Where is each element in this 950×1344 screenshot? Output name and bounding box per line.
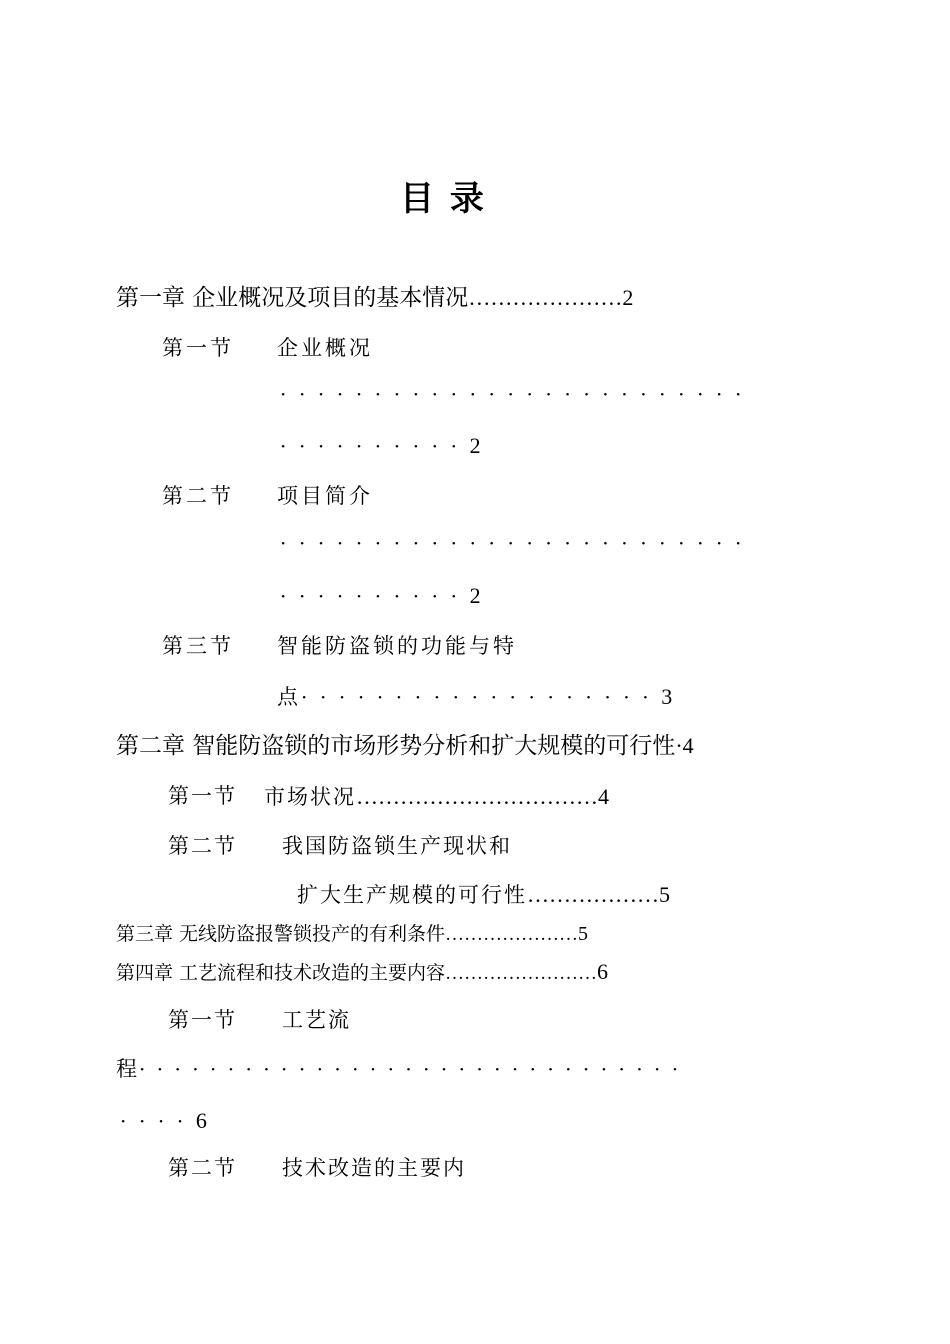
toc-section-1-1-label[interactable]: 第一节 — [162, 336, 234, 360]
toc-section-4-2-title[interactable]: 技术改造的主要内 — [282, 1156, 466, 1180]
toc-page-number: 6 — [195, 1108, 207, 1133]
toc-dot-leader: ·········· — [280, 434, 470, 458]
toc-page-number: 5 — [659, 882, 670, 907]
toc-dot-leader: ··················· — [301, 685, 662, 709]
toc-page-number: 4 — [682, 733, 694, 758]
toc-section-2-2-label[interactable]: 第二节 — [168, 834, 237, 858]
toc-section-1-3-page-line — [277, 686, 672, 708]
toc-leader: ………………… — [445, 924, 579, 945]
toc-chapter-2[interactable] — [116, 735, 694, 758]
toc-chapter-3-label: 第三章 无线防盗报警锁投产的有利条件 — [116, 923, 446, 945]
toc-leader: · — [675, 733, 683, 758]
toc-dot-leader: ························· — [280, 531, 754, 555]
toc-section-4-1-title[interactable]: 工艺流 — [282, 1008, 351, 1032]
toc-section-1-2-label[interactable]: 第二节 — [162, 484, 234, 508]
toc-page-number: 2 — [469, 433, 481, 458]
toc-section-2-2-title[interactable]: 我国防盗锁生产现状和 — [282, 834, 512, 858]
toc-leader: ……………… — [527, 882, 659, 907]
toc-section-2-2-title-cont: 扩大生产规模的可行性 — [297, 883, 527, 907]
toc-dot-leader: ························· — [280, 382, 754, 406]
toc-section-2-1[interactable] — [264, 786, 609, 808]
toc-section-4-2-label[interactable]: 第二节 — [168, 1156, 237, 1180]
toc-section-4-1-cont-line — [116, 1059, 689, 1080]
toc-section-1-3-title[interactable]: 智能防盗锁的功能与特 — [277, 634, 517, 658]
toc-page-number: 4 — [598, 784, 609, 809]
toc-section-4-1-page-line — [120, 1110, 207, 1132]
toc-section-1-3-title-cont: 点 — [277, 685, 301, 709]
toc-title: 目 录 — [400, 179, 486, 219]
toc-section-1-1-page-line — [280, 435, 481, 457]
toc-leader: …………………… — [445, 963, 598, 984]
toc-leader: …………………………… — [356, 784, 598, 809]
toc-chapter-4-label: 第四章 工艺流程和技术改造的主要内容 — [116, 962, 446, 984]
toc-section-1-3-label[interactable]: 第三节 — [162, 634, 234, 658]
toc-page-number: 6 — [597, 959, 609, 984]
toc-dot-leader: ···· — [120, 1109, 196, 1133]
toc-section-1-2-page-line — [280, 585, 481, 607]
toc-chapter-3[interactable] — [116, 924, 588, 944]
toc-page-number: 3 — [661, 684, 673, 709]
toc-section-1-1-title[interactable]: 企业概况 — [277, 336, 373, 360]
toc-section-4-1-title-cont: 程 — [116, 1057, 139, 1081]
toc-chapter-4[interactable] — [116, 961, 608, 983]
toc-chapter-2-label: 第二章 智能防盗锁的市场形势分析和扩大规模的可行性 — [116, 733, 676, 759]
toc-chapter-1[interactable] — [116, 287, 633, 310]
toc-page-number: 5 — [578, 923, 589, 945]
toc-dot-leader: ······························· — [139, 1057, 690, 1081]
toc-page-number: 2 — [622, 285, 634, 310]
toc-dot-leader: ·········· — [280, 584, 470, 608]
toc-section-2-2-page-line — [297, 884, 670, 906]
toc-chapter-1-label: 第一章 企业概况及项目的基本情况 — [116, 285, 469, 311]
toc-page-number: 2 — [469, 583, 481, 608]
toc-section-2-1-label[interactable]: 第一节 — [168, 784, 237, 808]
toc-section-4-1-label[interactable]: 第一节 — [168, 1008, 237, 1032]
toc-leader: ………………… — [468, 285, 623, 310]
toc-section-1-2-title[interactable]: 项目简介 — [277, 484, 373, 508]
toc-section-2-1-title: 市场状况 — [264, 785, 356, 809]
